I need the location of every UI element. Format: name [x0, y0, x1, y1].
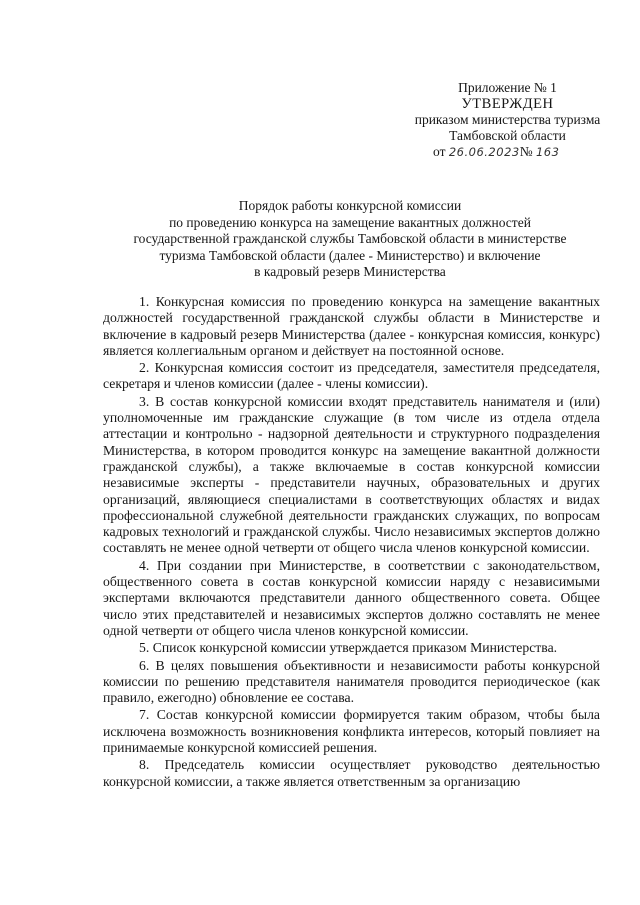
- paragraph-4: 4. При создании при Министерстве, в соответствии с законодательством, общественного совета в состав конкурсной комиссии наряду с независимыми экспертами включаются представители данного общественного совета. Общее число этих представителей и независимых экспертов должно составлять не менее одной четверти от общего числа членов конкурсной комиссии.: [103, 557, 600, 638]
- number-sign: №: [519, 144, 533, 159]
- paragraph-7: 7. Состав конкурсной комиссии формируется таким образом, чтобы была исключена возможность возникновения конфликта интересов, который повлияет на принимаемые конкурсной комиссией решения.: [103, 707, 600, 756]
- appendix-label: Приложение № 1: [458, 80, 557, 95]
- title-line: государственной гражданской службы Тамбовской области в министерстве: [133, 231, 567, 246]
- paragraph-5: 5. Список конкурсной комиссии утверждается приказом Министерства.: [139, 640, 558, 656]
- document-title: [100, 198, 600, 281]
- paragraph-2: 2. Конкурсная комиссия состоит из председателя, заместителя председателя, секретаря и членов комиссии (далее - члены комиссии).: [103, 360, 600, 392]
- approval-header: [395, 80, 620, 160]
- paragraph-3: 3. В состав конкурсной комиссии входят представитель нанимателя и (или) уполномоченные им гражданские служащие (в том числе из отдела отдела аттестации и контрольно - надзорной деятельности и структурного подразделения Министерства, в котором проводится конкурс на замещение вакантной должности гражданской службы), а также включаемые в состав конкурсной комиссии независимые эксперты - представители научных, образовательных и других организаций, являющиеся специалистами в соответствующих областях и видах профессиональной служебной деятельности гражданских служащих, по вопросам кадровых технологий и гражданской службы. Число независимых экспертов должно составлять не менее одной четверти от общего числа членов конкурсной комиссии.: [103, 393, 600, 556]
- title-line: Порядок работы конкурсной комиссии: [238, 198, 462, 213]
- title-line: туризма Тамбовской области (далее - Министерство) и включение: [159, 247, 541, 263]
- order-line-1: приказом министерства туризма: [414, 112, 601, 127]
- approved-label: УТВЕРЖДЕН: [461, 96, 554, 112]
- handwritten-number: 163: [535, 145, 560, 159]
- date-prefix: от: [433, 144, 446, 159]
- paragraph-1: 1. Конкурсная комиссия по проведению конкурса на замещение вакантных должностей государственной гражданской службы области в Министерстве и включение в кадровый резерв Министерства (далее - конкурсная комиссия, конкурс) является коллегиальным органом и действует на постоянной основе.: [103, 294, 600, 358]
- document-body: [103, 294, 600, 790]
- order-line-2: Тамбовской области: [449, 128, 566, 143]
- title-line: в кадровый резерв Министерства: [254, 264, 446, 279]
- paragraph-6: 6. В целях повышения объективности и независимости работы конкурсной комиссии по решению представителя нанимателя проводится периодическое (как правило, ежегодно) обновление ее состава.: [103, 657, 600, 706]
- title-line: по проведению конкурса на замещение вакантных должностей: [169, 214, 531, 230]
- date-line: [395, 144, 620, 160]
- paragraph-8: 8. Председатель комиссии осуществляет руководство деятельностью конкурсной комиссии, а также является ответственным за организацию: [103, 757, 600, 789]
- handwritten-date: 26.06.2023: [448, 145, 520, 159]
